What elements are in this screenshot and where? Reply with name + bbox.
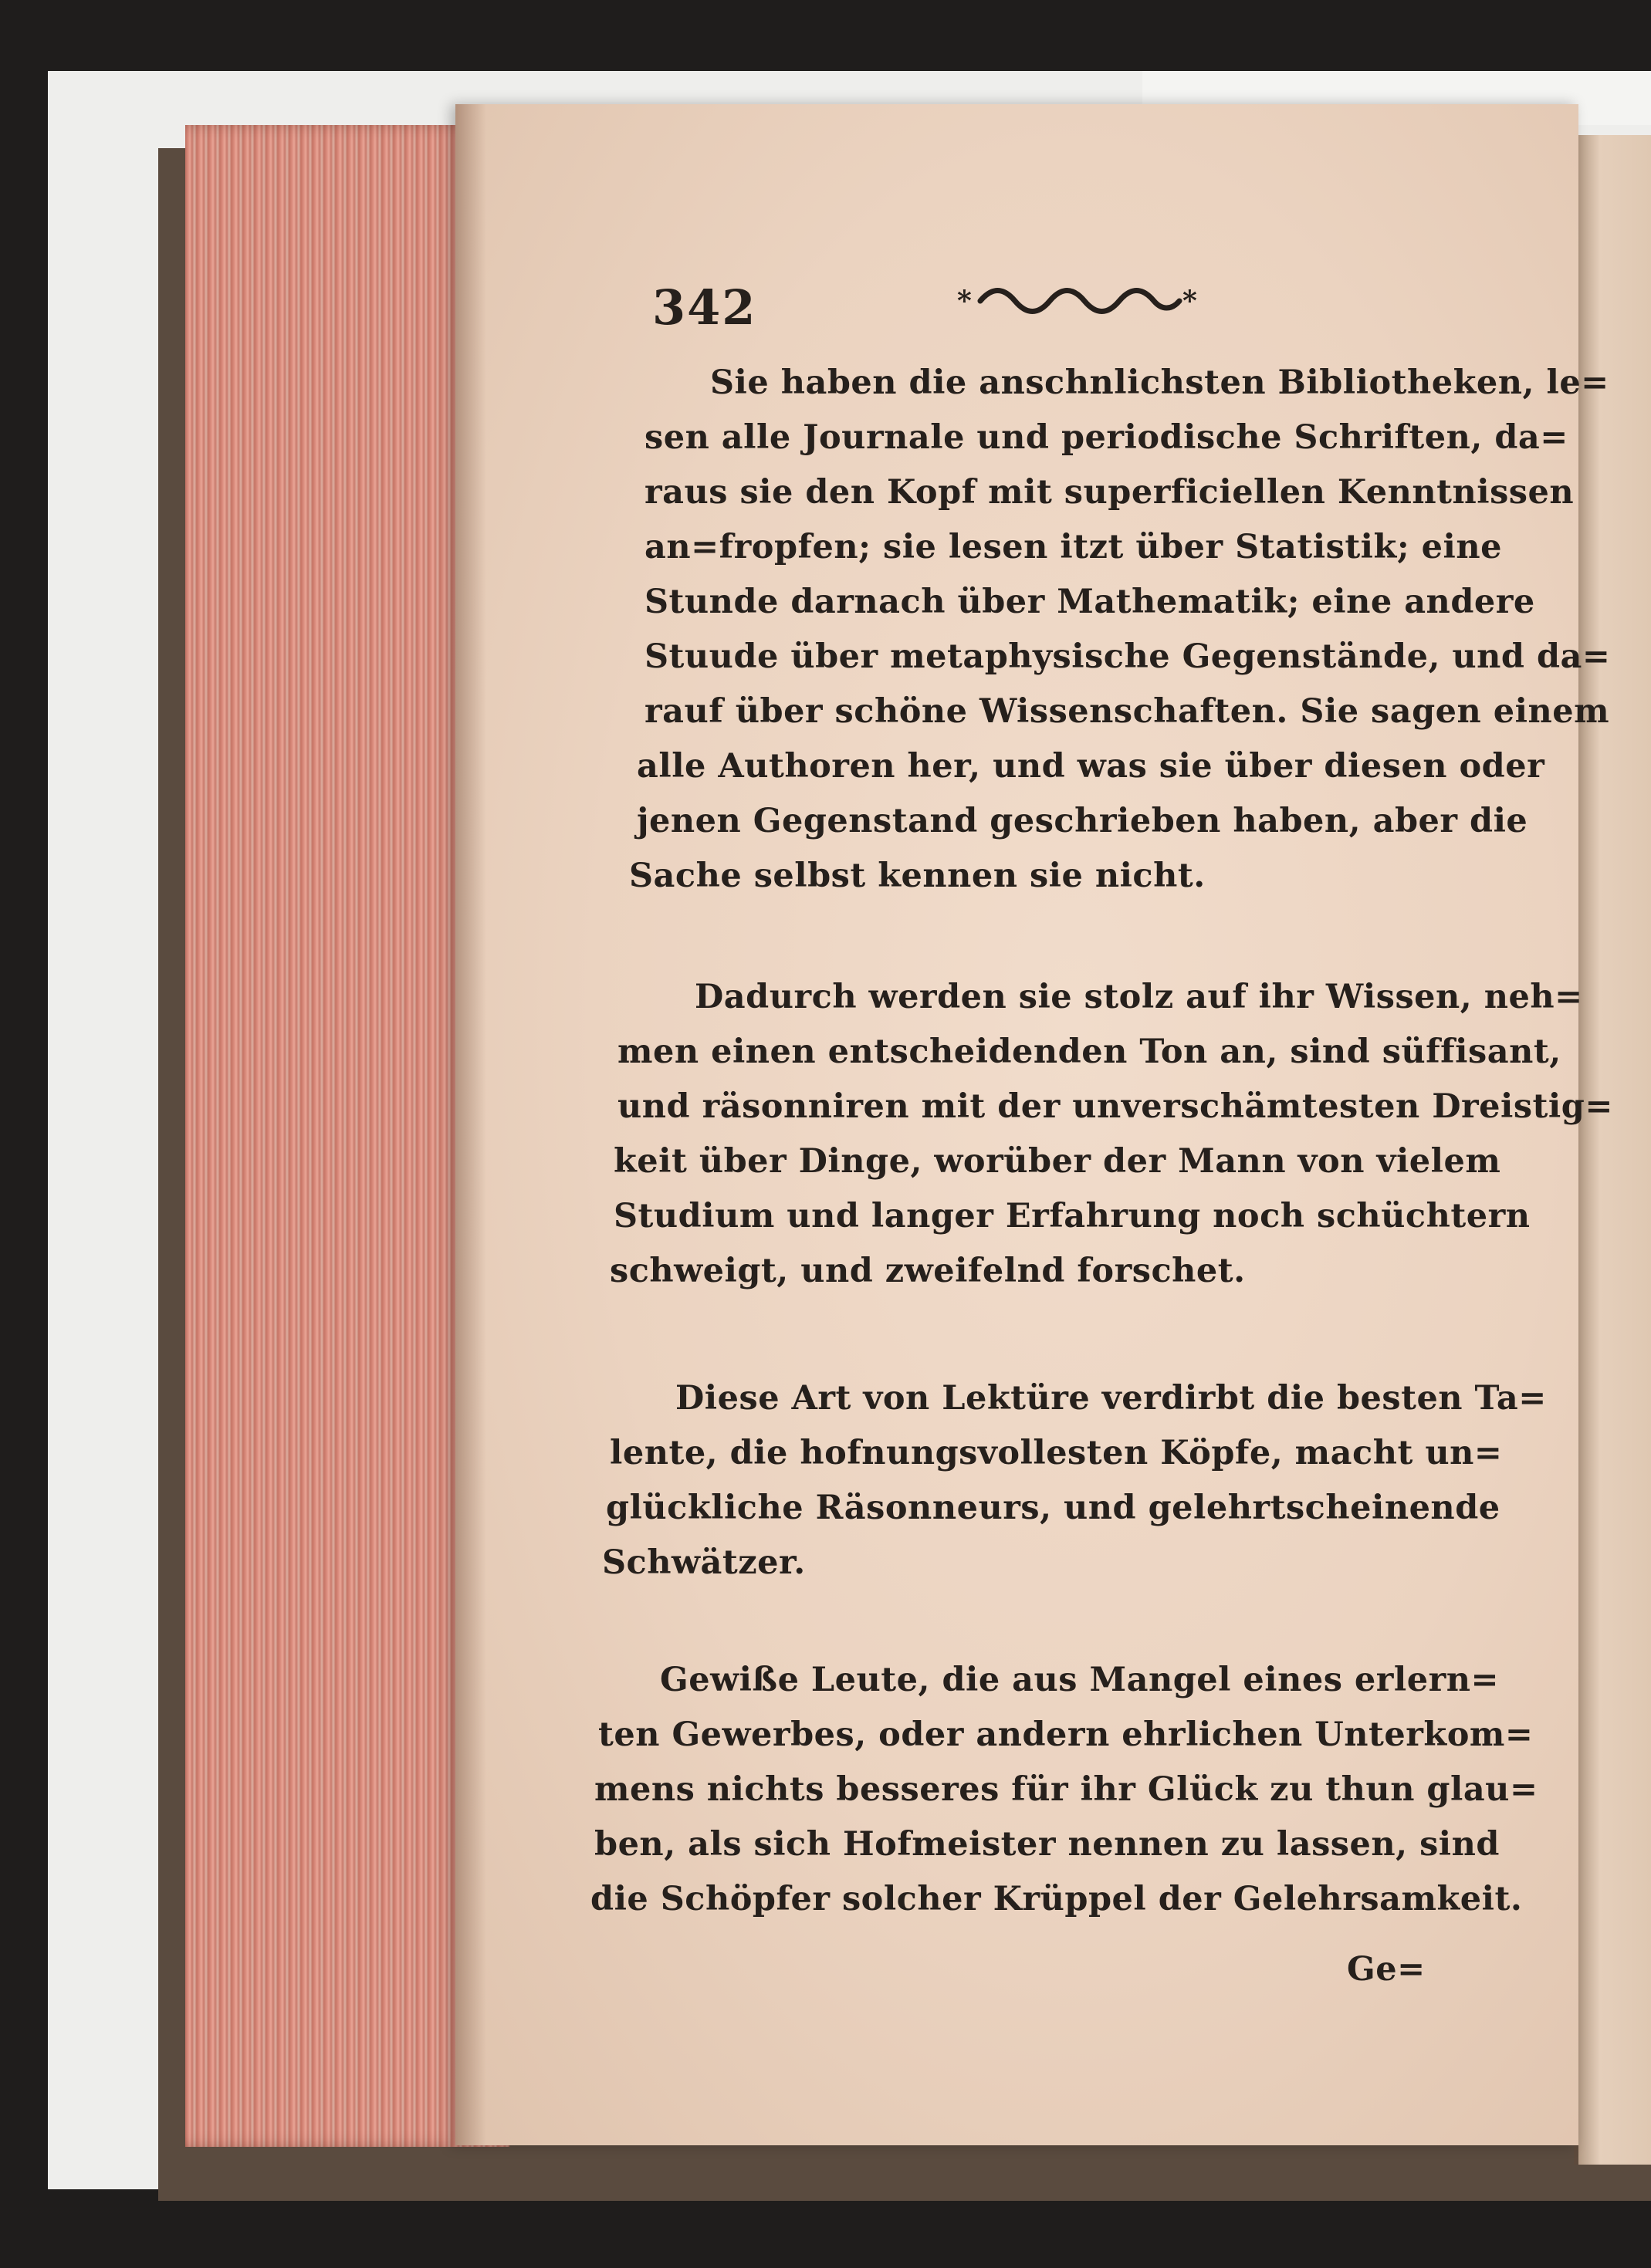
- text-line: Dadurch werden sie stolz auf ihr Wissen, neh=: [695, 978, 1583, 1016]
- text-line: Diese Art von Lektüre verdirbt die besten Ta=: [675, 1379, 1547, 1418]
- svg-text:*: *: [1182, 285, 1197, 317]
- text-line: Schwätzer.: [602, 1543, 806, 1582]
- svg-text:*: *: [957, 285, 972, 317]
- catchword: Ge=: [1347, 1950, 1426, 1989]
- text-line: Sie haben die anschnlichsten Bibliotheken, le=: [710, 363, 1609, 402]
- text-line: glückliche Räsonneurs, und gelehrtscheinende: [606, 1489, 1500, 1527]
- text-line: ben, als sich Hofmeister nennen zu lassen, sind: [594, 1825, 1500, 1864]
- text-line: Sache selbst kennen sie nicht.: [629, 857, 1206, 895]
- text-line: lente, die hofnungsvollesten Köpfe, macht un=: [610, 1434, 1503, 1472]
- page-number: 342: [652, 279, 757, 336]
- text-line: mens nichts besseres für ihr Glück zu thun glau=: [594, 1770, 1538, 1809]
- text-line: schweigt, und zweifelnd forschet.: [610, 1252, 1246, 1290]
- text-line: keit über Dinge, worüber der Mann von vielem: [614, 1142, 1501, 1181]
- text-line: men einen entscheidenden Ton an, sind süffisant,: [617, 1033, 1561, 1071]
- text-line: an=fropfen; sie lesen itzt über Statistik; eine: [644, 528, 1502, 566]
- text-line: raus sie den Kopf mit superficiellen Kenntnissen: [644, 473, 1575, 512]
- text-line: Studium und langer Erfahrung noch schüchtern: [614, 1197, 1531, 1235]
- text-line: rauf über schöne Wissenschaften. Sie sagen einem: [644, 692, 1610, 731]
- text-line: Stuude über metaphysische Gegenstände, und da=: [644, 637, 1611, 676]
- text-line: Stunde darnach über Mathematik; eine andere: [644, 583, 1535, 621]
- text-line: die Schöpfer solcher Krüppel der Gelehrsamkeit.: [590, 1880, 1523, 1918]
- decorative-ornament-icon: [957, 278, 1204, 324]
- text-line: und räsonniren mit der unverschämtesten Dreistig=: [617, 1087, 1613, 1126]
- text-line: jenen Gegenstand geschrieben haben, aber die: [637, 802, 1528, 840]
- text-line: alle Authoren her, und was sie über diesen oder: [637, 747, 1545, 786]
- text-line: ten Gewerbes, oder andern ehrlichen Unterkom=: [598, 1715, 1534, 1754]
- text-line: Gewiße Leute, die aus Mangel eines erlern=: [660, 1661, 1500, 1699]
- text-line: sen alle Journale und periodische Schriften, da=: [644, 418, 1568, 457]
